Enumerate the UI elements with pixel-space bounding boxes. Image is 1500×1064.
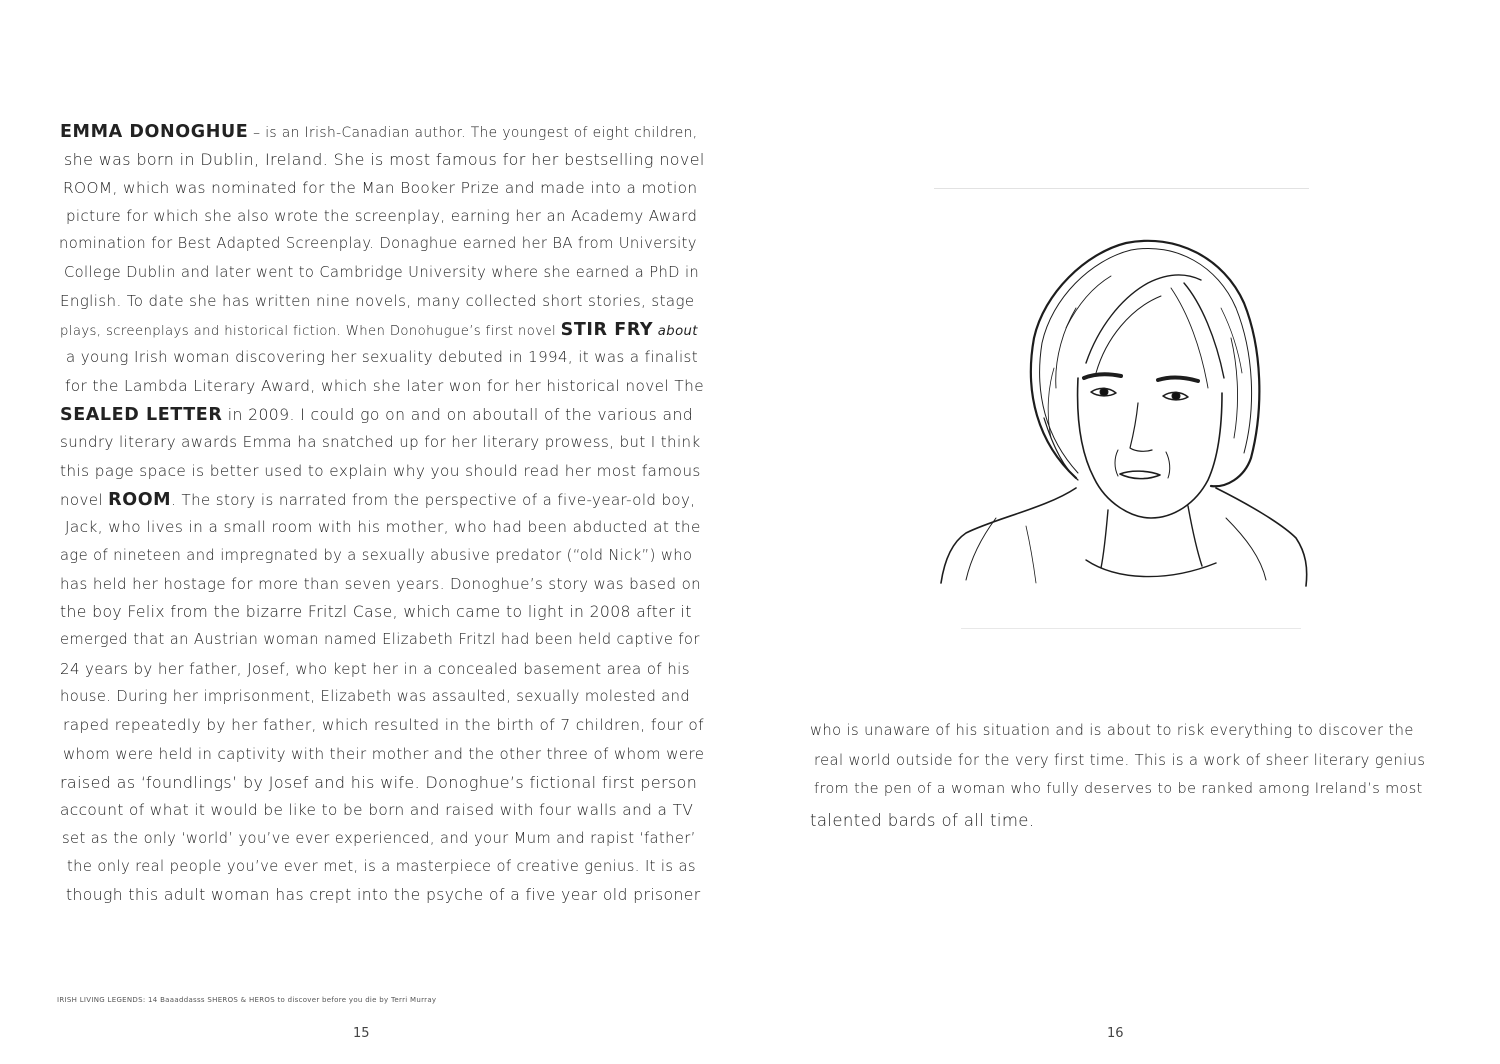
text-segment: age of nineteen and impregnated by a sexually abusive predator (“old Nick”) who	[60, 546, 693, 564]
text-segment: about	[653, 324, 698, 340]
text-line	[63, 745, 703, 763]
text-line	[60, 433, 700, 451]
text-line	[64, 264, 704, 281]
portrait-sketch	[926, 188, 1311, 633]
text-segment: in 2009. I could go on and on aboutall of the various and	[222, 406, 694, 424]
text-line	[60, 122, 700, 142]
text-segment: the boy Felix from the bizarre Fritzl Case, which came to light in 2008 after it	[60, 603, 692, 622]
emphasized-title: EMMA DONOGHUE	[60, 122, 249, 142]
text-segment: she was born in Dublin, Ireland. She is most famous for her bestselling novel	[64, 150, 705, 170]
text-segment: real world outside for the very first time. This is a work of sheer literary genius	[814, 751, 1426, 769]
text-segment: though this adult woman has crept into the psyche of a five year old prisoner	[66, 886, 701, 905]
text-segment: sundry literary awards Emma ha snatched up for her literary prowess, but I think	[60, 433, 701, 452]
text-line	[63, 179, 703, 197]
text-segment: set as the only ‘world’ you’ve ever experienced, and your Mum and rapist ‘father’	[62, 829, 696, 847]
text-segment: English. To date she has written nine novels, many collected short stories, stage	[60, 291, 695, 310]
text-line	[64, 150, 704, 169]
scan-edge-bottom	[961, 628, 1301, 629]
text-line	[60, 631, 700, 648]
text-segment: emerged that an Austrian woman named Elizabeth Fritzl had been held captive for	[60, 631, 700, 649]
text-line	[65, 518, 705, 536]
text-line	[810, 811, 1420, 830]
text-segment: – is an Irish-Canadian author. The youngest of eight children,	[248, 125, 698, 141]
text-segment: raped repeatedly by her father, which resulted in the birth of 7 children, four of	[63, 716, 704, 735]
text-segment: who is unaware of his situation and is about to risk everything to discover the	[810, 722, 1414, 739]
text-segment: this page space is better used to explain why you should read her most famous	[60, 461, 701, 480]
text-line	[60, 603, 700, 621]
text-line	[60, 773, 700, 792]
text-line	[65, 377, 705, 395]
text-segment: whom were held in captivity with their mother and the other three of whom were	[63, 744, 705, 763]
footer-credit: IRISH LIVING LEGENDS: 14 Baaaddasss SHEROS & HEROS to discover before you die by Terri Murray	[57, 996, 437, 1004]
text-segment: 24 years by her father, Josef, who kept her in a concealed basement area of his	[60, 659, 690, 678]
text-line	[60, 490, 700, 510]
text-segment: for the Lambda Literary Award, which she later won for her historical novel The	[65, 376, 705, 395]
emphasized-title: STIR FRY	[560, 320, 654, 341]
text-line	[60, 405, 700, 425]
text-line	[66, 886, 706, 904]
text-segment: talented bards of all time.	[810, 810, 1035, 830]
emphasized-title: SEALED LETTER	[60, 405, 223, 425]
text-line	[66, 348, 706, 366]
emphasized-title: ROOM	[108, 489, 172, 510]
text-line	[60, 292, 700, 310]
text-segment: Jack, who lives in a small room with his mother, who had been abducted at the	[65, 518, 701, 537]
text-line	[62, 830, 702, 847]
text-segment: picture for which she also wrote the screenplay, earning her an Academy Award	[66, 206, 698, 225]
text-segment: house. During her imprisonment, Elizabeth was assaulted, sexually molested and	[60, 688, 691, 705]
page-number-left: 15	[353, 1026, 370, 1041]
text-segment: from the pen of a woman who fully deserves to be ranked among Ireland’s most	[814, 781, 1423, 797]
text-segment: raised as ‘foundlings’ by Josef and his wife. Donoghue’s fictional first person	[60, 772, 698, 792]
text-segment: novel	[60, 490, 109, 509]
text-line	[59, 235, 699, 252]
text-line	[66, 207, 706, 225]
text-segment: account of what it would be like to be born and raised with four walls and a TV	[60, 801, 694, 820]
text-segment: nomination for Best Adapted Screenplay. Donaghue earned her BA from University	[59, 235, 697, 253]
text-line	[60, 575, 700, 593]
text-line	[67, 858, 707, 875]
text-line	[60, 320, 700, 340]
text-segment: the only real people you’ve ever met, is a masterpiece of creative genius. It is as	[67, 857, 696, 875]
text-line	[60, 660, 700, 678]
text-line	[63, 716, 703, 734]
text-line	[60, 462, 700, 480]
text-line	[60, 688, 700, 705]
text-segment: . The story is narrated from the perspective of a five-year-old boy,	[171, 490, 696, 509]
text-line	[60, 801, 700, 819]
text-line	[814, 781, 1424, 797]
text-segment: plays, screenplays and historical fiction. When Donohugue’s first novel	[60, 324, 561, 340]
text-line	[810, 722, 1420, 739]
page-number-right: 16	[1107, 1026, 1124, 1041]
text-segment: a young Irish woman discovering her sexuality debuted in 1994, it was a finalist	[66, 348, 699, 367]
text-line	[60, 547, 700, 564]
text-segment: College Dublin and later went to Cambridge University where she earned a PhD in	[64, 263, 700, 281]
portrait-illustration	[926, 188, 1311, 633]
scan-edge-top	[934, 188, 1309, 189]
text-line	[814, 752, 1424, 769]
text-segment: has held her hostage for more than seven years. Donoghue’s story was based on	[60, 574, 702, 593]
text-segment: ROOM, which was nominated for the Man Booker Prize and made into a motion	[63, 178, 698, 197]
